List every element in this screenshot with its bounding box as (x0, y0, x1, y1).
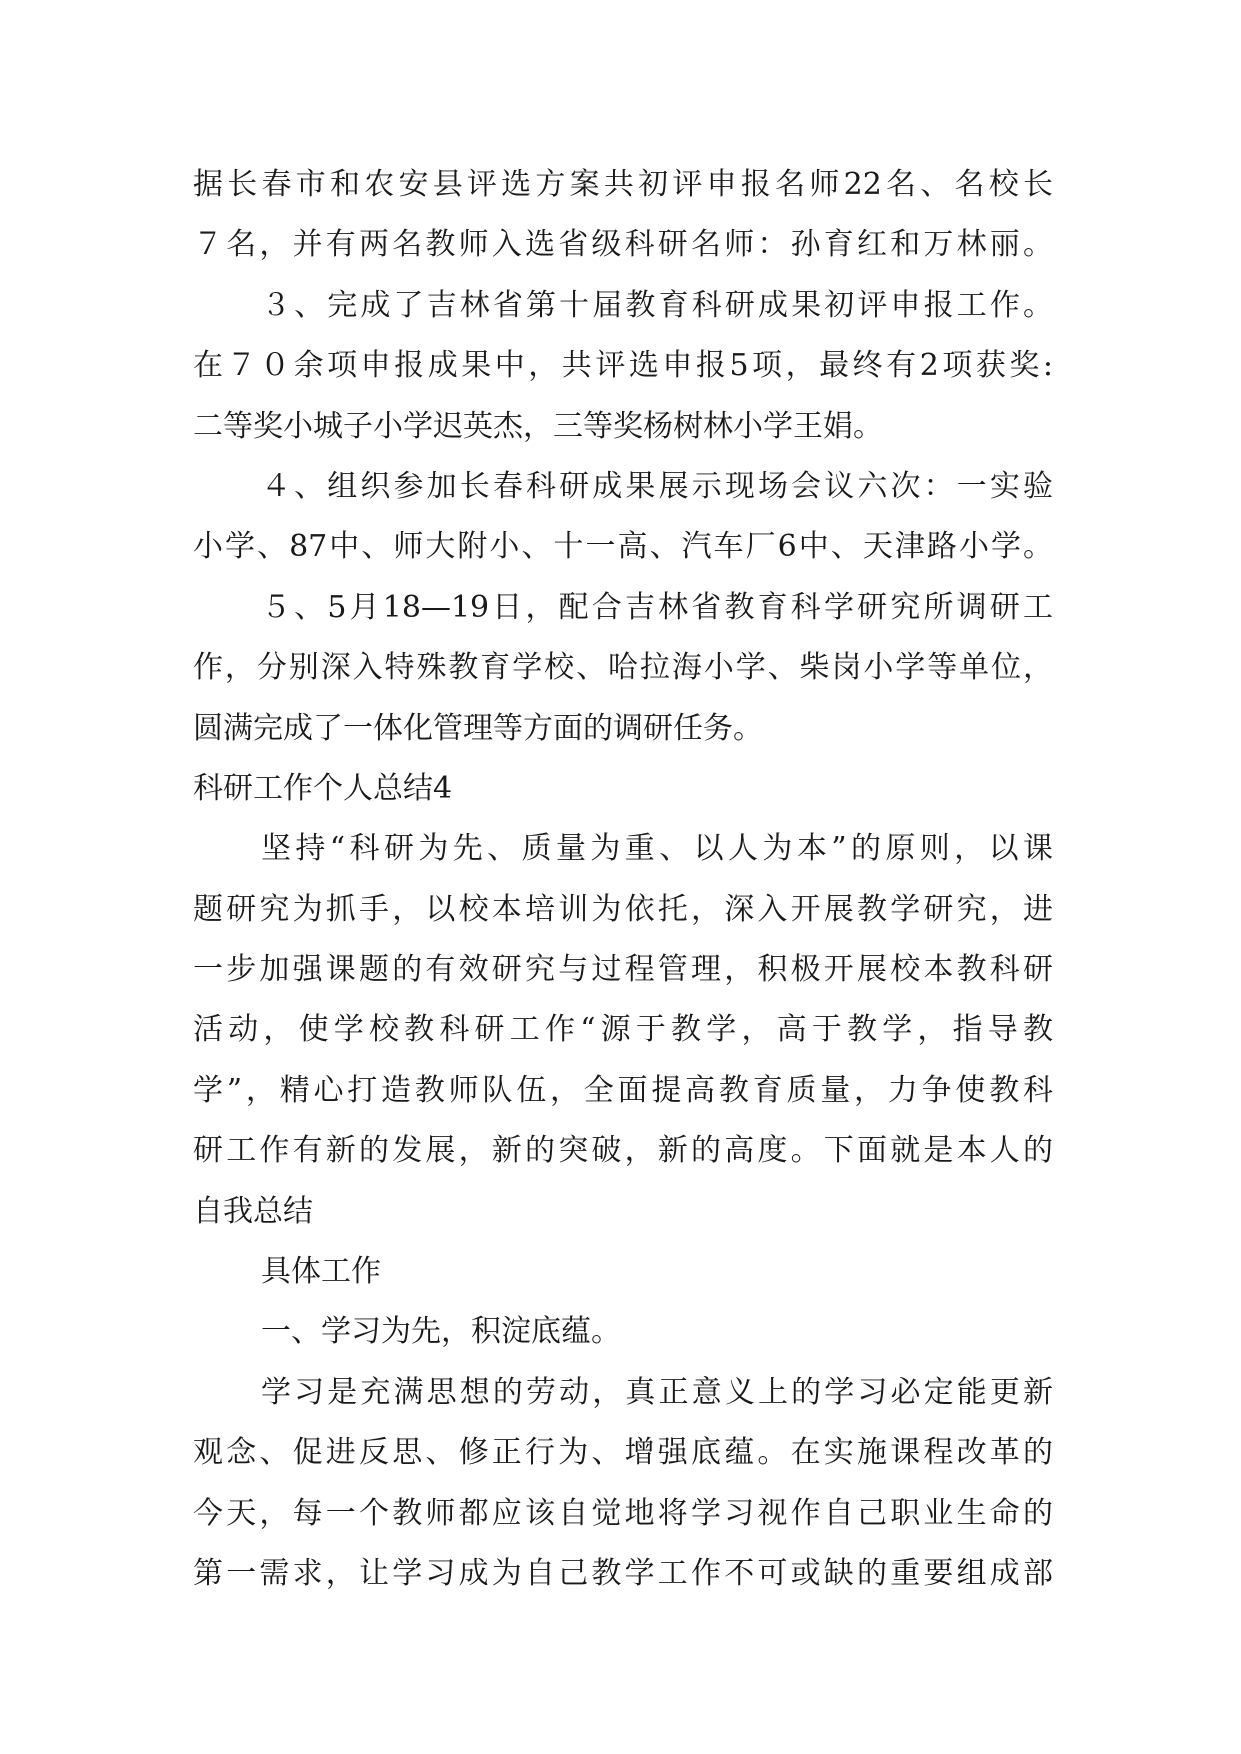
paragraph-line: 圆满完成了一体化管理等方面的调研任务。 (193, 710, 763, 746)
paragraph-line: 第一需求，让学习成为自己教学工作不可或缺的重要组成部 (193, 1555, 1053, 1591)
paragraph-line: 作，分别深入特殊教育学校、哈拉海小学、柴岗小学等单位， (193, 650, 1053, 686)
paragraph-line: ７名，并有两名教师入选省级科研名师：孙育红和万林丽。 (193, 227, 1053, 263)
paragraph-line: 活动，使学校教科研工作“源于教学，高于教学，指导教 (193, 1012, 1053, 1048)
paragraph-line: 小学、87中、师大附小、十一高、汽车厂6中、天津路小学。 (193, 529, 1053, 565)
paragraph-line: 研工作有新的发展，新的突破，新的高度。下面就是本人的 (193, 1133, 1053, 1169)
paragraph-line: 一步加强课题的有效研究与过程管理，积极开展校本教科研 (193, 952, 1053, 988)
paragraph-line: 今天，每一个教师都应该自觉地将学习视作自己职业生命的 (193, 1495, 1053, 1531)
paragraph-line: 据长春市和农安县评选方案共初评申报名师22名、名校长 (193, 167, 1053, 202)
paragraph-line: 自我总结 (193, 1193, 313, 1229)
subheading: 具体工作 (261, 1254, 381, 1290)
section-heading: 科研工作个人总结4 (193, 770, 453, 806)
paragraph-line: 坚持“科研为先、质量为重、以人为本”的原则，以课 (261, 831, 1053, 867)
paragraph-line: 在７０余项申报成果中，共评选申报5项，最终有2项获奖: (193, 348, 1053, 384)
paragraph-line: 学”，精心打造教师队伍，全面提高教育质量，力争使教科 (193, 1072, 1053, 1108)
paragraph-line: 题研究为抓手，以校本培训为依托，深入开展教学研究，进 (193, 891, 1053, 927)
list-item-5: ５、5月18—19日，配合吉林省教育科学研究所调研工 (261, 589, 1053, 625)
document-page (193, 155, 1053, 1604)
list-item-3: ３、完成了吉林省第十届教育科研成果初评申报工作。 (261, 287, 1053, 323)
paragraph-line: 二等奖小城子小学迟英杰，三等奖杨树林小学王娟。 (193, 408, 883, 444)
subheading: 一、学习为先，积淀底蕴。 (261, 1314, 621, 1350)
paragraph-line: 学习是充满思想的劳动，真正意义上的学习必定能更新 (261, 1374, 1053, 1410)
list-item-4: ４、组织参加长春科研成果展示现场会议六次：一实验 (261, 468, 1053, 504)
paragraph-line: 观念、促进反思、修正行为、增强底蕴。在实施课程改革的 (193, 1435, 1053, 1471)
